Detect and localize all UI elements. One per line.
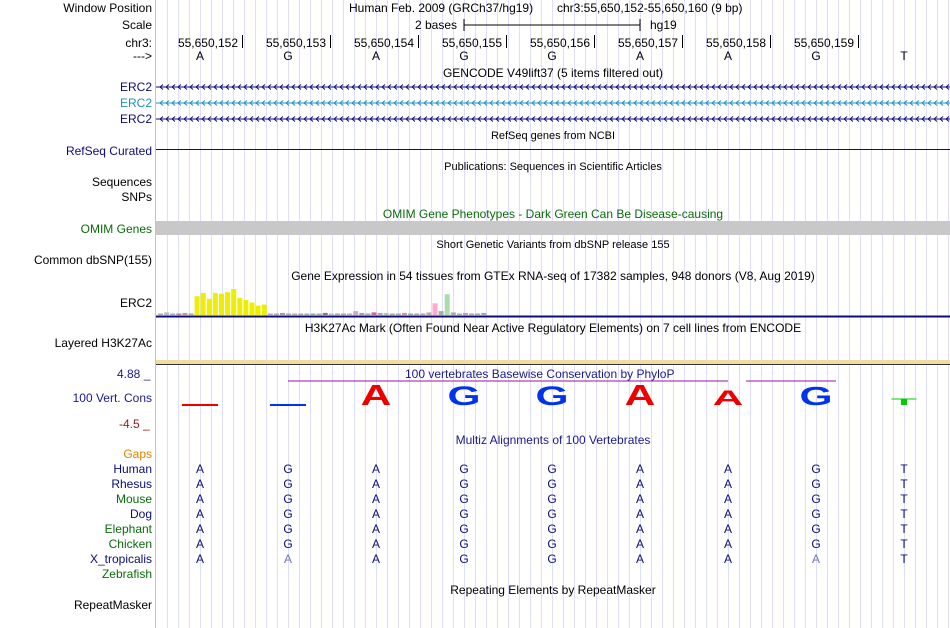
- gtex-tissue-bar: [475, 314, 480, 316]
- gencode-item-label[interactable]: ERC2: [119, 80, 152, 94]
- alignment-base: G: [811, 507, 821, 521]
- gtex-tissue-bar: [463, 313, 468, 315]
- gtex-tissue-bar: [445, 294, 450, 315]
- conserved-base-letter: T: [891, 396, 917, 408]
- alignment-base: A: [195, 552, 204, 566]
- alignment-base: A: [635, 507, 644, 521]
- gtex-tissue-bar: [213, 293, 218, 315]
- alignment-base: G: [459, 552, 469, 566]
- alignment-base: A: [195, 462, 204, 476]
- coordinate-tick: [770, 35, 771, 48]
- species-label[interactable]: Dog: [129, 507, 152, 521]
- gtex-tissue-bar: [335, 314, 340, 316]
- gtex-tissue-bar: [414, 314, 419, 316]
- alignment-base: G: [547, 492, 557, 506]
- gtex-tissue-bar: [426, 312, 431, 315]
- alignment-base: G: [459, 522, 469, 536]
- dbsnp-title[interactable]: Short Genetic Variants from dbSNP release 155: [436, 239, 670, 251]
- gtex-tissue-bar: [176, 314, 181, 316]
- gtex-tissue-bar: [164, 312, 169, 315]
- phylop-ymin: -4.5 _: [119, 417, 150, 431]
- gaps-label[interactable]: Gaps: [123, 447, 152, 461]
- alignment-base: T: [900, 537, 908, 551]
- alignment-base: G: [459, 507, 469, 521]
- alignment-base: G: [547, 507, 557, 521]
- gtex-expression-chart[interactable]: [156, 284, 950, 320]
- species-label[interactable]: Chicken: [108, 537, 152, 551]
- alignment-base: G: [459, 537, 469, 551]
- conservation-label[interactable]: 100 Vert. Cons: [72, 391, 152, 405]
- coordinate-tick: [594, 35, 595, 48]
- gtex-tissue-bar: [323, 313, 328, 315]
- gtex-tissue-bar: [250, 303, 255, 315]
- phylop-title[interactable]: 100 vertebrates Basewise Conservation by PhyloP: [405, 367, 675, 381]
- coordinate-label: 55,650,158: [705, 36, 766, 50]
- alignment-base: T: [900, 507, 908, 521]
- reference-base: G: [547, 49, 557, 63]
- dbsnp-label[interactable]: Common dbSNP(155): [33, 253, 152, 267]
- coordinate-tick: [330, 35, 331, 48]
- coordinate-tick: [242, 35, 243, 48]
- gtex-tissue-bar: [420, 314, 425, 316]
- gtex-tissue-bar: [182, 313, 187, 315]
- conserved-base-letter: A: [360, 378, 392, 412]
- gtex-tissue-bar: [402, 313, 407, 315]
- window-position-label: Window Position: [63, 1, 152, 15]
- reference-base: G: [283, 49, 293, 63]
- alignment-base: A: [371, 552, 380, 566]
- alignment-base: T: [900, 462, 908, 476]
- h3k27ac-title[interactable]: H3K27Ac Mark (Often Found Near Active Regulatory Elements) on 7 cell lines from ENCODE: [304, 321, 802, 335]
- gtex-tissue-bar: [292, 314, 297, 316]
- gtex-tissue-bar: [451, 312, 456, 315]
- refseq-gene-line[interactable]: [156, 149, 950, 150]
- coordinate-label: 55,650,152: [177, 36, 238, 50]
- species-label[interactable]: Human: [113, 462, 152, 476]
- alignment-base: A: [635, 522, 644, 536]
- gtex-tissue-bar: [189, 314, 194, 316]
- coordinate-tick: [418, 35, 419, 48]
- gtex-tissue-bar: [359, 313, 364, 315]
- conserved-base-letter: G: [535, 380, 569, 412]
- gtex-tissue-bar: [390, 314, 395, 316]
- scale-bar: [463, 17, 643, 33]
- alignment-base: G: [283, 462, 293, 476]
- coordinate-label: 55,650,155: [441, 36, 502, 50]
- alignment-base: G: [811, 492, 821, 506]
- gtex-tissue-bar: [170, 314, 175, 316]
- omim-phenotype-bar[interactable]: [156, 221, 950, 235]
- strand-label: --->: [133, 49, 152, 63]
- alignment-base: T: [900, 477, 908, 491]
- gtex-tissue-bar: [256, 306, 261, 315]
- alignment-base: G: [459, 492, 469, 506]
- gencode-item-label[interactable]: ERC2: [119, 96, 152, 110]
- species-label[interactable]: Rhesus: [111, 477, 152, 491]
- chr-label: chr3:: [125, 36, 152, 50]
- phylop-ymax: 4.88 _: [117, 367, 151, 381]
- alignment-base: A: [195, 522, 204, 536]
- reference-base: A: [371, 49, 380, 63]
- alignment-base: G: [459, 477, 469, 491]
- alignment-base: A: [195, 507, 204, 521]
- species-label[interactable]: Elephant: [104, 522, 152, 536]
- h3k27ac-label[interactable]: Layered H3K27Ac: [54, 336, 152, 350]
- gtex-tissue-bar: [262, 305, 267, 315]
- alignment-base: A: [371, 522, 380, 536]
- phylop-logo[interactable]: [156, 376, 950, 416]
- alignment-base: A: [723, 477, 732, 491]
- alignment-base: T: [900, 492, 908, 506]
- species-label[interactable]: Mouse: [115, 492, 152, 506]
- publications-title[interactable]: Publications: Sequences in Scientific Articles: [444, 161, 662, 173]
- gtex-tissue-bar: [311, 314, 316, 316]
- alignment-base: A: [195, 492, 204, 506]
- alignment-base: A: [195, 537, 204, 551]
- gtex-tissue-bar: [457, 314, 462, 316]
- alignment-base: A: [635, 492, 644, 506]
- assembly-link[interactable]: Human Feb. 2009 (GRCh37/hg19): [349, 1, 534, 15]
- alignment-base: G: [547, 522, 557, 536]
- coordinate-label: 55,650,159: [793, 36, 854, 50]
- alignment-base: A: [283, 552, 292, 566]
- alignment-base: A: [811, 552, 820, 566]
- gtex-tissue-bar: [396, 314, 401, 316]
- gtex-tissue-bar: [408, 314, 413, 316]
- gencode-item-label[interactable]: ERC2: [119, 112, 152, 126]
- gtex-tissue-bar: [439, 311, 444, 315]
- alignment-base: G: [459, 462, 469, 476]
- alignment-base: T: [900, 552, 908, 566]
- alignment-base: A: [635, 552, 644, 566]
- alignment-base: G: [283, 537, 293, 551]
- gtex-tissue-bar: [280, 313, 285, 315]
- alignment-base: A: [371, 477, 380, 491]
- reference-base: G: [811, 49, 821, 63]
- alignment-base: G: [547, 477, 557, 491]
- alignment-base: A: [371, 507, 380, 521]
- coordinate-label: 55,650,156: [529, 36, 590, 50]
- repeatmasker-title[interactable]: Repeating Elements by RepeatMasker: [450, 583, 656, 597]
- conserved-base-letter: A: [712, 386, 744, 411]
- gtex-label[interactable]: ERC2: [119, 296, 152, 310]
- alignment-base: G: [811, 462, 821, 476]
- gtex-tissue-bar: [268, 314, 273, 316]
- gencode-transcripts[interactable]: [156, 80, 950, 128]
- alignment-base: A: [635, 462, 644, 476]
- gtex-tissue-bar: [158, 314, 163, 316]
- alignment-base: A: [635, 537, 644, 551]
- coordinate-tick: [506, 35, 507, 48]
- alignment-base: A: [371, 537, 380, 551]
- coordinate-label: 55,650,154: [353, 36, 414, 50]
- reference-base: T: [900, 49, 908, 63]
- alignment-base: A: [195, 477, 204, 491]
- repeatmasker-label[interactable]: RepeatMasker: [73, 598, 152, 612]
- gtex-tissue-bar: [286, 314, 291, 316]
- gtex-tissue-bar: [201, 293, 206, 315]
- alignment-base: A: [371, 492, 380, 506]
- gtex-title[interactable]: Gene Expression in 54 tissues from GTEx RNA-seq of 17382 samples, 948 donors (V8, Aug 2019): [291, 269, 815, 283]
- sequences-label[interactable]: Sequences: [91, 175, 152, 189]
- gtex-tissue-bar: [353, 311, 358, 315]
- alignment-base: G: [283, 477, 293, 491]
- alignment-base: G: [811, 477, 821, 491]
- alignment-base: G: [283, 492, 293, 506]
- alignment-base: A: [723, 507, 732, 521]
- alignment-base: G: [547, 537, 557, 551]
- gtex-tissue-bar: [225, 292, 230, 315]
- gtex-tissue-bar: [347, 314, 352, 316]
- multiz-title[interactable]: Multiz Alignments of 100 Vertebrates: [455, 433, 651, 447]
- omim-label[interactable]: OMIM Genes: [80, 222, 152, 236]
- alignment-base: A: [723, 537, 732, 551]
- gtex-tissue-bar: [243, 300, 248, 315]
- gtex-tissue-bar: [341, 314, 346, 316]
- gtex-tissue-bar: [469, 314, 474, 316]
- coordinate-tick: [682, 35, 683, 48]
- snps-label[interactable]: SNPs: [121, 190, 152, 204]
- scale-label: Scale: [121, 18, 152, 32]
- gtex-tissue-bar: [274, 314, 279, 316]
- reference-base: G: [459, 49, 469, 63]
- nonconserved-base-mark: [182, 404, 218, 406]
- alignment-base: A: [723, 552, 732, 566]
- alignment-base: A: [723, 492, 732, 506]
- alignment-base: G: [547, 462, 557, 476]
- scale-text: 2 bases: [415, 18, 458, 32]
- alignment-base: A: [723, 462, 732, 476]
- alignment-base: T: [900, 522, 908, 536]
- alignment-base: G: [811, 537, 821, 551]
- gencode-title[interactable]: GENCODE V49lift37 (5 items filtered out): [442, 66, 664, 80]
- gtex-tissue-bar: [317, 314, 322, 316]
- alignment-base: G: [283, 522, 293, 536]
- alignment-base: A: [635, 477, 644, 491]
- gtex-tissue-bar: [433, 303, 438, 315]
- gtex-tissue-bar: [298, 314, 303, 316]
- position-text: chr3:55,650,152-55,650,160 (9 bp): [557, 1, 743, 15]
- conserved-base-letter: A: [624, 378, 656, 412]
- gtex-tissue-bar: [329, 314, 334, 316]
- nonconserved-base-mark: [270, 404, 306, 406]
- reference-base: A: [635, 49, 644, 63]
- refseq-label[interactable]: RefSeq Curated: [65, 144, 152, 158]
- gtex-tissue-bar: [195, 296, 200, 315]
- alignment-base: G: [283, 507, 293, 521]
- conserved-base-letter: G: [799, 382, 833, 411]
- alignment-base: A: [371, 462, 380, 476]
- coordinate-label: 55,650,157: [617, 36, 678, 50]
- scale-db: hg19: [650, 18, 677, 32]
- gtex-tissue-bar: [384, 313, 389, 315]
- alignment-base: A: [723, 522, 732, 536]
- gtex-tissue-bar: [378, 313, 383, 315]
- alignment-base: G: [547, 552, 557, 566]
- gtex-tissue-bar: [237, 298, 242, 315]
- gtex-tissue-bar: [481, 313, 486, 315]
- omim-title[interactable]: OMIM Gene Phenotypes - Dark Green Can Be Disease-causing: [382, 207, 724, 221]
- gtex-tissue-bar: [219, 294, 224, 315]
- gtex-tissue-bar: [231, 289, 236, 315]
- species-label[interactable]: Zebrafish: [101, 567, 152, 581]
- h3k27ac-baseline: [156, 364, 950, 365]
- gtex-tissue-bar: [365, 314, 370, 316]
- coordinate-tick: [858, 35, 859, 48]
- coordinate-label: 55,650,153: [265, 36, 326, 50]
- reference-base: A: [195, 49, 204, 63]
- species-label[interactable]: X_tropicalis: [89, 552, 152, 566]
- gtex-tissue-bar: [304, 314, 309, 316]
- gtex-tissue-bar: [207, 299, 212, 315]
- conserved-base-letter: G: [447, 380, 481, 412]
- reference-base: A: [723, 49, 732, 63]
- alignment-base: G: [811, 522, 821, 536]
- gtex-tissue-bar: [372, 312, 377, 315]
- refseq-title[interactable]: RefSeq genes from NCBI: [490, 130, 616, 142]
